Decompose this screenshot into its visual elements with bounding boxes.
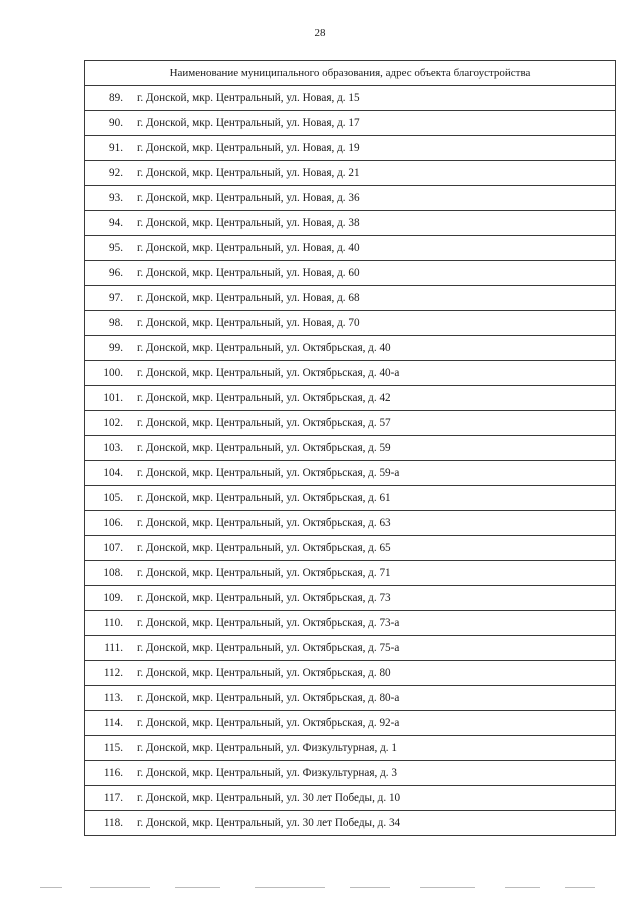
table-row xyxy=(85,611,616,636)
table-header: Наименование муниципального образования, адрес объекта благоустройства xyxy=(85,61,616,86)
row-address: г. Донской, мкр. Центральный, ул. 30 лет Победы, д. 10 xyxy=(129,786,616,811)
table-row xyxy=(85,661,616,686)
row-number: 118. xyxy=(85,811,130,836)
row-number: 98. xyxy=(85,311,130,336)
row-number: 93. xyxy=(85,186,130,211)
row-number: 110. xyxy=(85,611,130,636)
table-row xyxy=(85,561,616,586)
row-number: 99. xyxy=(85,336,130,361)
row-number: 116. xyxy=(85,761,130,786)
table-row xyxy=(85,186,616,211)
table-row xyxy=(85,136,616,161)
row-number: 107. xyxy=(85,536,130,561)
row-address: г. Донской, мкр. Центральный, ул. Новая, д. 17 xyxy=(129,111,616,136)
row-address: г. Донской, мкр. Центральный, ул. Октябрьская, д. 63 xyxy=(129,511,616,536)
row-number: 96. xyxy=(85,261,130,286)
row-address: г. Донской, мкр. Центральный, ул. Новая, д. 40 xyxy=(129,236,616,261)
row-number: 92. xyxy=(85,161,130,186)
table-row xyxy=(85,111,616,136)
row-address: г. Донской, мкр. Центральный, ул. Новая, д. 15 xyxy=(129,86,616,111)
row-number: 111. xyxy=(85,636,130,661)
table-row xyxy=(85,686,616,711)
table-row xyxy=(85,236,616,261)
row-number: 117. xyxy=(85,786,130,811)
row-address: г. Донской, мкр. Центральный, ул. Октябрьская, д. 71 xyxy=(129,561,616,586)
table-row xyxy=(85,486,616,511)
table-row xyxy=(85,511,616,536)
row-address: г. Донской, мкр. Центральный, ул. Новая, д. 60 xyxy=(129,261,616,286)
row-number: 97. xyxy=(85,286,130,311)
table-row xyxy=(85,586,616,611)
table-row xyxy=(85,811,616,836)
row-address: г. Донской, мкр. Центральный, ул. Октябрьская, д. 73 xyxy=(129,586,616,611)
row-address: г. Донской, мкр. Центральный, ул. Октябрьская, д. 59-а xyxy=(129,461,616,486)
row-address: г. Донской, мкр. Центральный, ул. Новая, д. 21 xyxy=(129,161,616,186)
row-number: 106. xyxy=(85,511,130,536)
row-address: г. Донской, мкр. Центральный, ул. Октябрьская, д. 80 xyxy=(129,661,616,686)
row-address: г. Донской, мкр. Центральный, ул. Новая, д. 19 xyxy=(129,136,616,161)
row-address: г. Донской, мкр. Центральный, ул. Новая, д. 38 xyxy=(129,211,616,236)
row-number: 108. xyxy=(85,561,130,586)
row-number: 90. xyxy=(85,111,130,136)
row-address: г. Донской, мкр. Центральный, ул. Физкультурная, д. 3 xyxy=(129,761,616,786)
row-number: 95. xyxy=(85,236,130,261)
row-number: 100. xyxy=(85,361,130,386)
row-number: 109. xyxy=(85,586,130,611)
table-row xyxy=(85,386,616,411)
address-table xyxy=(84,60,616,836)
row-address: г. Донской, мкр. Центральный, ул. Октябрьская, д. 61 xyxy=(129,486,616,511)
row-number: 113. xyxy=(85,686,130,711)
table-row xyxy=(85,361,616,386)
table-row xyxy=(85,211,616,236)
row-address: г. Донской, мкр. Центральный, ул. Новая, д. 68 xyxy=(129,286,616,311)
row-address: г. Донской, мкр. Центральный, ул. Октябрьская, д. 65 xyxy=(129,536,616,561)
row-number: 115. xyxy=(85,736,130,761)
row-address: г. Донской, мкр. Центральный, ул. Октябрьская, д. 40 xyxy=(129,336,616,361)
row-address: г. Донской, мкр. Центральный, ул. 30 лет Победы, д. 34 xyxy=(129,811,616,836)
row-address: г. Донской, мкр. Центральный, ул. Новая, д. 70 xyxy=(129,311,616,336)
table-row xyxy=(85,736,616,761)
row-address: г. Донской, мкр. Центральный, ул. Октябрьская, д. 59 xyxy=(129,436,616,461)
table-row xyxy=(85,536,616,561)
table-row xyxy=(85,461,616,486)
row-address: г. Донской, мкр. Центральный, ул. Физкультурная, д. 1 xyxy=(129,736,616,761)
row-number: 104. xyxy=(85,461,130,486)
table-row xyxy=(85,161,616,186)
table-header-row xyxy=(85,61,616,86)
row-address: г. Донской, мкр. Центральный, ул. Октябрьская, д. 75-а xyxy=(129,636,616,661)
row-number: 91. xyxy=(85,136,130,161)
row-number: 105. xyxy=(85,486,130,511)
row-address: г. Донской, мкр. Центральный, ул. Октябрьская, д. 73-а xyxy=(129,611,616,636)
row-number: 103. xyxy=(85,436,130,461)
row-address: г. Донской, мкр. Центральный, ул. Октябрьская, д. 92-а xyxy=(129,711,616,736)
table-row xyxy=(85,311,616,336)
row-number: 89. xyxy=(85,86,130,111)
row-number: 101. xyxy=(85,386,130,411)
table-row xyxy=(85,336,616,361)
table-row xyxy=(85,636,616,661)
table-row xyxy=(85,261,616,286)
table-row xyxy=(85,436,616,461)
table-row xyxy=(85,786,616,811)
row-address: г. Донской, мкр. Центральный, ул. Октябрьская, д. 42 xyxy=(129,386,616,411)
page-number: 28 xyxy=(314,27,326,39)
row-address: г. Донской, мкр. Центральный, ул. Октябрьская, д. 57 xyxy=(129,411,616,436)
row-number: 94. xyxy=(85,211,130,236)
row-address: г. Донской, мкр. Центральный, ул. Октябрьская, д. 80-а xyxy=(129,686,616,711)
table-row xyxy=(85,86,616,111)
table-row xyxy=(85,411,616,436)
table-body xyxy=(85,86,616,836)
table-row xyxy=(85,761,616,786)
row-number: 112. xyxy=(85,661,130,686)
scan-artifact-line xyxy=(0,885,640,891)
table-row xyxy=(85,286,616,311)
row-address: г. Донской, мкр. Центральный, ул. Октябрьская, д. 40-а xyxy=(129,361,616,386)
row-number: 102. xyxy=(85,411,130,436)
row-address: г. Донской, мкр. Центральный, ул. Новая, д. 36 xyxy=(129,186,616,211)
row-number: 114. xyxy=(85,711,130,736)
table-row xyxy=(85,711,616,736)
